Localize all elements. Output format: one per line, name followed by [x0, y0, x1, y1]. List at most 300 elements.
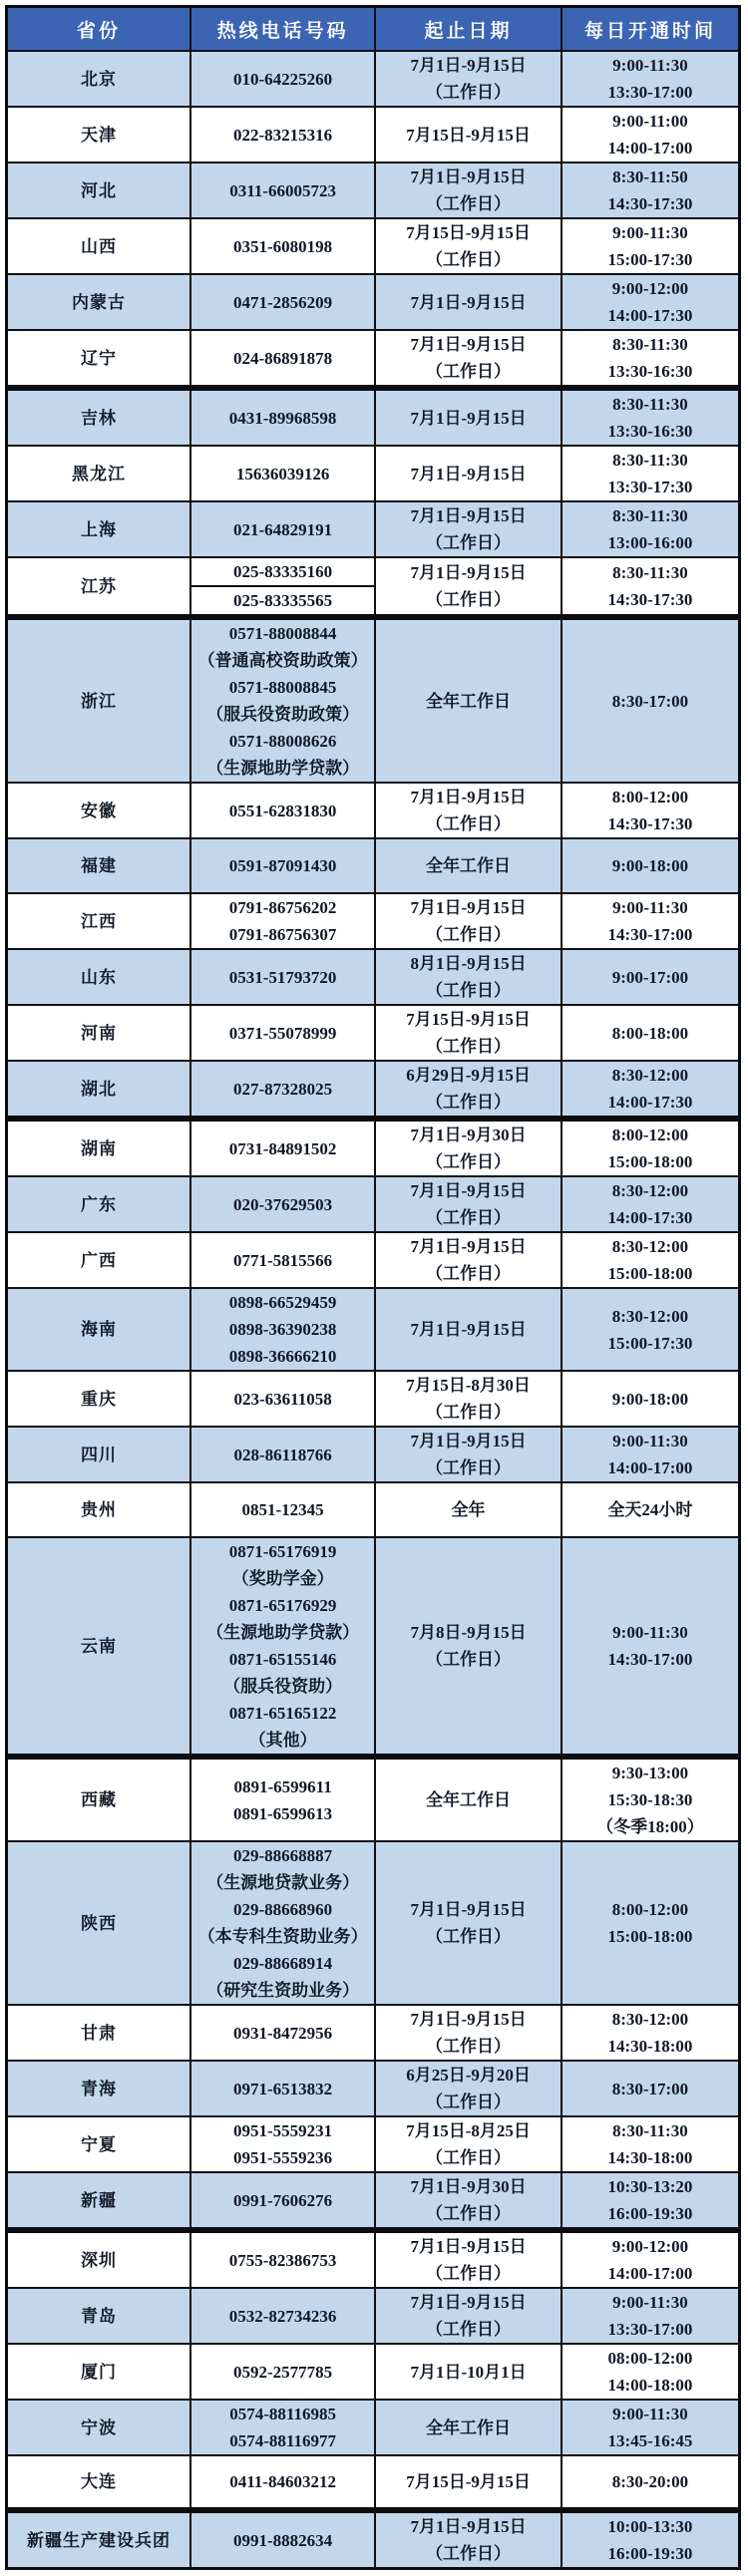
date-cell — [375, 838, 561, 893]
header-row — [7, 7, 740, 52]
province-name: 四川 — [80, 1445, 117, 1464]
date-cell — [375, 1482, 561, 1537]
table-row — [7, 1537, 740, 1757]
province-name: 浙江 — [80, 691, 117, 711]
table-header — [7, 7, 740, 52]
phone-cell — [190, 1005, 375, 1061]
time-line: 14:00-17:00 — [607, 1458, 693, 1477]
time-line: 14:00-17:30 — [607, 1208, 693, 1227]
table-row — [7, 446, 740, 501]
date-line: （工作日） — [426, 2544, 512, 2563]
province-cell — [7, 2061, 190, 2116]
phone-label: （服兵役资助） — [223, 1677, 343, 1696]
date-line: （工作日） — [426, 2204, 512, 2223]
phone-cell — [190, 617, 375, 783]
table-row — [7, 893, 740, 949]
date-cell — [375, 2455, 561, 2510]
phone-cell — [190, 388, 375, 446]
time-cell — [561, 557, 740, 617]
phone-cell — [190, 2116, 375, 2172]
phone-cell — [190, 107, 375, 162]
province-cell — [7, 446, 190, 501]
phone-number: 010-64225260 — [233, 69, 333, 89]
phone-number: 0871-65176929 — [228, 1596, 337, 1615]
date-cell — [375, 1841, 561, 2005]
province-cell — [7, 1537, 190, 1757]
province-cell — [7, 893, 190, 949]
time-cell — [561, 1841, 740, 2005]
phone-number: 021-64829191 — [233, 519, 333, 539]
table-row — [7, 557, 740, 617]
date-cell — [375, 501, 561, 557]
date-cell — [375, 2288, 561, 2344]
date-cell — [375, 1176, 561, 1232]
phone-number: 0571-88008626 — [228, 732, 337, 751]
table-row — [7, 218, 740, 274]
province-cell — [7, 2510, 190, 2569]
time-cell — [561, 2288, 740, 2344]
time-line: 8:30-20:00 — [611, 2472, 689, 2491]
date-cell — [375, 1119, 561, 1176]
table-row — [7, 1371, 740, 1427]
phone-number: 020-37629503 — [233, 1194, 333, 1214]
table-row — [7, 1061, 740, 1119]
table-row — [7, 1005, 740, 1061]
table-row — [7, 2344, 740, 2400]
time-cell — [561, 446, 740, 501]
time-line: 9:00-11:30 — [612, 1432, 688, 1450]
time-cell — [561, 1427, 740, 1482]
time-cell — [561, 2172, 740, 2230]
province-cell — [7, 2005, 190, 2061]
time-line: 15:00-18:00 — [607, 1927, 693, 1946]
hotline-table — [5, 5, 741, 2570]
date-line: 7月15日-9月15日 — [406, 125, 531, 145]
date-line: 7月1日-9月15日 — [410, 56, 527, 75]
date-line: 7月1日-9月15日 — [410, 2010, 527, 2029]
time-line: 14:00-17:00 — [607, 2264, 693, 2283]
col-header-phone: 热线电话号码 — [190, 7, 375, 52]
date-cell — [375, 557, 561, 617]
time-line: 13:30-17:30 — [607, 478, 693, 496]
table-row — [7, 2005, 740, 2061]
province-cell — [7, 1061, 190, 1119]
province-cell — [7, 949, 190, 1005]
date-cell — [375, 107, 561, 162]
time-line: 10:30-13:20 — [607, 2177, 693, 2196]
time-cell — [561, 51, 740, 107]
table-row — [7, 388, 740, 446]
phone-number: 0851-12345 — [241, 1500, 324, 1519]
time-cell — [561, 1288, 740, 1371]
date-line: （工作日） — [426, 590, 512, 609]
date-line: （工作日） — [426, 250, 512, 269]
date-line: 7月1日-9月15日 — [410, 2517, 527, 2536]
date-cell — [375, 1427, 561, 1482]
phone-number: 025-83335160 — [233, 562, 333, 581]
phone-number: 0871-65155146 — [228, 1650, 337, 1669]
table-row — [7, 2230, 740, 2288]
time-cell — [561, 2005, 740, 2061]
time-cell — [561, 107, 740, 162]
phone-number: 0592-2577785 — [233, 2362, 333, 2382]
phone-number: 027-87328025 — [233, 1079, 333, 1099]
phone-cell — [190, 783, 375, 838]
time-line: 13:45-16:45 — [607, 2431, 693, 2450]
phone-cell — [190, 2172, 375, 2230]
phone-cell — [190, 501, 375, 557]
date-line: （工作日） — [426, 814, 512, 833]
date-line: 6月29日-9月15日 — [406, 1066, 531, 1085]
phone-number: 0411-84603212 — [229, 2472, 336, 2491]
time-cell — [561, 2455, 740, 2510]
date-line: 全年工作日 — [426, 691, 512, 711]
phone-label: （其他） — [248, 1731, 317, 1750]
time-cell — [561, 1176, 740, 1232]
date-cell — [375, 51, 561, 107]
time-cell — [561, 162, 740, 218]
hotline-table-wrap — [5, 5, 741, 2570]
phone-cell — [190, 2005, 375, 2061]
time-cell — [561, 617, 740, 783]
phone-label: （普通高校资助政策） — [197, 651, 368, 670]
time-cell — [561, 2061, 740, 2116]
time-line: 8:00-12:00 — [611, 1900, 689, 1919]
time-cell — [561, 2510, 740, 2569]
province-cell — [7, 1371, 190, 1427]
phone-number: 0791-86756307 — [228, 925, 337, 944]
province-cell — [7, 388, 190, 446]
date-line: （工作日） — [426, 533, 512, 552]
province-name: 广西 — [80, 1250, 117, 1270]
time-line: 8:30-11:30 — [612, 2121, 688, 2140]
phone-cell — [190, 2344, 375, 2400]
phone-subrow — [191, 558, 374, 587]
phone-label: （本专科生资助业务） — [197, 1927, 368, 1946]
phone-number: 0951-5559236 — [233, 2148, 333, 2167]
time-line: 9:00-11:30 — [612, 223, 688, 242]
date-cell — [375, 2230, 561, 2288]
time-line: 14:30-18:00 — [607, 2037, 693, 2056]
province-cell — [7, 2288, 190, 2344]
time-cell — [561, 949, 740, 1005]
time-line: 9:30-13:00 — [611, 1764, 689, 1782]
phone-number: 0891-6599613 — [233, 1803, 333, 1823]
time-line: 9:00-11:00 — [612, 112, 688, 131]
date-cell — [375, 218, 561, 274]
date-line: 6月25日-9月20日 — [406, 2066, 531, 2085]
phone-label: （研究生资助业务） — [206, 1981, 360, 2000]
province-cell — [7, 1176, 190, 1232]
phone-number: 0951-5559231 — [233, 2121, 333, 2140]
time-cell — [561, 1482, 740, 1537]
time-cell — [561, 1537, 740, 1757]
province-name: 北京 — [80, 69, 117, 89]
phone-cell — [190, 949, 375, 1005]
time-cell — [561, 2116, 740, 2172]
province-cell — [7, 1288, 190, 1371]
phone-cell — [190, 1061, 375, 1119]
date-cell — [375, 1537, 561, 1757]
table-row — [7, 162, 740, 218]
time-cell — [561, 274, 740, 330]
date-line: 7月1日-9月15日 — [410, 167, 527, 186]
time-line: 8:30-12:00 — [611, 2010, 689, 2029]
time-cell — [561, 783, 740, 838]
phone-number: 028-86118766 — [233, 1445, 332, 1464]
table-row — [7, 2172, 740, 2230]
phone-label: （生源地助学贷款） — [206, 759, 360, 778]
phone-number: 022-83215316 — [233, 125, 333, 145]
phone-label: （奖助学金） — [231, 1569, 334, 1588]
date-line: （工作日） — [426, 1093, 512, 1112]
date-line: 7月1日-9月15日 — [410, 292, 527, 312]
phone-number: 0871-65165122 — [228, 1704, 337, 1723]
date-line: （工作日） — [426, 1264, 512, 1283]
date-line: 7月1日-9月30日 — [410, 1126, 527, 1144]
phone-number: 0731-84891502 — [228, 1138, 337, 1158]
phone-number: 0991-7606276 — [233, 2190, 333, 2210]
date-line: 全年 — [451, 1500, 486, 1519]
phone-cell — [190, 1482, 375, 1537]
date-cell — [375, 2005, 561, 2061]
phone-cell — [190, 1757, 375, 1841]
time-line: 8:30-12:00 — [611, 1181, 689, 1200]
province-cell — [7, 2344, 190, 2400]
time-line: 16:00-19:30 — [607, 2204, 693, 2223]
table-row — [7, 2288, 740, 2344]
time-line: 08:00-12:00 — [607, 2349, 693, 2368]
phone-subrow — [191, 587, 374, 614]
time-line: 14:30-17:00 — [607, 1650, 693, 1669]
province-name: 宁波 — [80, 2417, 117, 2437]
province-name: 广东 — [80, 1194, 117, 1214]
province-name: 青岛 — [80, 2306, 117, 2326]
phone-cell — [190, 2288, 375, 2344]
time-cell — [561, 1757, 740, 1841]
phone-number: 029-88668914 — [233, 1954, 333, 1973]
time-line: 15:00-18:00 — [607, 1264, 693, 1283]
date-cell — [375, 1005, 561, 1061]
phone-cell — [190, 838, 375, 893]
table-row — [7, 1119, 740, 1176]
date-line: 7月1日-9月15日 — [410, 408, 527, 428]
date-line: 7月1日-9月15日 — [410, 563, 527, 582]
table-body — [7, 51, 740, 2569]
table-row — [7, 617, 740, 783]
province-cell — [7, 2400, 190, 2455]
province-cell — [7, 1119, 190, 1176]
time-cell — [561, 2230, 740, 2288]
time-line: 9:00-11:30 — [612, 1623, 688, 1642]
date-line: 7月1日-9月30日 — [410, 2177, 527, 2196]
time-line: 8:30-12:00 — [611, 1066, 689, 1085]
table-row — [7, 1176, 740, 1232]
province-cell — [7, 162, 190, 218]
time-line: 13:00-16:00 — [607, 533, 693, 552]
province-name: 吉林 — [80, 408, 117, 428]
phone-number: 0755-82386753 — [228, 2250, 337, 2270]
time-cell — [561, 1119, 740, 1176]
table-row — [7, 2400, 740, 2455]
province-name: 福建 — [80, 856, 117, 875]
phone-number: 029-88668887 — [233, 1846, 333, 1865]
province-cell — [7, 1841, 190, 2005]
phone-label: （生源地贷款业务） — [206, 1873, 360, 1892]
table-row — [7, 107, 740, 162]
time-line: 8:30-12:00 — [611, 1237, 689, 1256]
phone-label: （服兵役资助政策） — [206, 705, 360, 724]
date-line: 全年工作日 — [426, 1790, 512, 1809]
phone-number: 0971-6513832 — [233, 2079, 333, 2098]
time-line: 14:00-17:00 — [607, 139, 693, 158]
province-name: 宁夏 — [80, 2134, 117, 2154]
time-line: 14:00-18:00 — [607, 2376, 693, 2395]
time-line: 14:30-17:30 — [607, 590, 693, 609]
time-line: 13:30-17:00 — [607, 83, 693, 102]
phone-number: 0791-86756202 — [228, 898, 337, 917]
date-line: （工作日） — [426, 2264, 512, 2283]
date-line: （工作日） — [426, 1208, 512, 1227]
date-line: 7月1日-9月15日 — [410, 2237, 527, 2256]
phone-cell — [190, 2455, 375, 2510]
time-line: 14:30-18:00 — [607, 2148, 693, 2167]
time-line: 8:30-11:30 — [612, 563, 688, 582]
phone-number: 0311-66005723 — [229, 180, 336, 200]
date-line: （工作日） — [426, 194, 512, 213]
phone-cell — [190, 2510, 375, 2569]
province-name: 黑龙江 — [71, 464, 126, 483]
date-line: （工作日） — [426, 1403, 512, 1422]
time-cell — [561, 1005, 740, 1061]
province-cell — [7, 274, 190, 330]
date-line: 7月1日-10月1日 — [410, 2362, 527, 2382]
phone-cell — [190, 1841, 375, 2005]
time-line: 9:00-12:00 — [611, 2237, 689, 2256]
date-line: 7月1日-9月15日 — [410, 335, 527, 354]
time-line: 8:30-17:00 — [611, 691, 689, 711]
phone-number: 15636039126 — [235, 464, 330, 483]
time-line: 14:30-17:00 — [607, 925, 693, 944]
phone-cell — [190, 274, 375, 330]
province-cell — [7, 501, 190, 557]
date-line: （工作日） — [426, 1458, 512, 1477]
province-cell — [7, 557, 190, 617]
time-line: 8:30-11:30 — [612, 451, 688, 470]
phone-number: 0898-66529459 — [228, 1293, 337, 1312]
table-row — [7, 838, 740, 893]
time-line: 15:30-18:30 — [607, 1790, 693, 1809]
phone-number: 0351-6080198 — [233, 236, 333, 256]
province-cell — [7, 2172, 190, 2230]
province-name: 深圳 — [80, 2250, 117, 2270]
date-cell — [375, 949, 561, 1005]
time-cell — [561, 218, 740, 274]
time-line: （冬季18:00） — [596, 1817, 704, 1836]
table-row — [7, 1757, 740, 1841]
time-line: 9:00-11:30 — [612, 2293, 688, 2312]
province-name: 新疆 — [80, 2190, 117, 2210]
time-line: 13:30-16:30 — [607, 422, 693, 441]
time-cell — [561, 1371, 740, 1427]
province-cell — [7, 838, 190, 893]
date-line: 7月15日-8月30日 — [406, 1376, 531, 1395]
phone-number: 0532-82734236 — [228, 2306, 337, 2326]
phone-cell — [190, 1119, 375, 1176]
phone-cell — [190, 1176, 375, 1232]
province-cell — [7, 330, 190, 388]
province-name: 天津 — [80, 125, 117, 145]
province-name: 江西 — [80, 911, 117, 931]
time-line: 14:00-17:30 — [607, 1093, 693, 1112]
date-line: （工作日） — [426, 1152, 512, 1171]
time-line: 9:00-18:00 — [611, 856, 689, 875]
date-line: 7月1日-9月15日 — [410, 1181, 527, 1200]
table-row — [7, 949, 740, 1005]
province-name: 山西 — [80, 236, 117, 256]
time-line: 9:00-17:00 — [611, 967, 689, 987]
phone-cell — [190, 1232, 375, 1288]
phone-cell — [190, 2230, 375, 2288]
date-cell — [375, 274, 561, 330]
table-row — [7, 501, 740, 557]
province-cell — [7, 1232, 190, 1288]
time-line: 10:00-13:30 — [607, 2517, 693, 2536]
table-row — [7, 1482, 740, 1537]
phone-cell — [190, 893, 375, 949]
table-row — [7, 1427, 740, 1482]
table-row — [7, 51, 740, 107]
table-row — [7, 330, 740, 388]
table-row — [7, 2116, 740, 2172]
date-line: 7月1日-9月15日 — [410, 1900, 527, 1919]
date-line: 7月1日-9月15日 — [410, 788, 527, 806]
date-line: 7月15日-9月15日 — [406, 1010, 531, 1029]
phone-number: 024-86891878 — [233, 348, 333, 368]
phone-number: 0371-55078999 — [228, 1023, 337, 1043]
time-line: 8:00-12:00 — [611, 788, 689, 806]
province-cell — [7, 1427, 190, 1482]
province-name: 新疆生产建设兵团 — [26, 2530, 171, 2550]
table-row — [7, 1232, 740, 1288]
date-cell — [375, 2116, 561, 2172]
date-line: （工作日） — [426, 83, 512, 102]
phone-number: 0531-51793720 — [228, 967, 337, 987]
date-cell — [375, 2061, 561, 2116]
time-line: 9:00-11:30 — [612, 56, 688, 75]
phone-cell — [190, 1288, 375, 1371]
time-cell — [561, 1061, 740, 1119]
province-name: 重庆 — [80, 1389, 117, 1409]
date-line: 8月1日-9月15日 — [410, 954, 527, 973]
time-cell — [561, 893, 740, 949]
province-cell — [7, 1005, 190, 1061]
date-line: （工作日） — [426, 1650, 512, 1669]
date-cell — [375, 893, 561, 949]
province-name: 湖南 — [80, 1138, 117, 1158]
table-row — [7, 2061, 740, 2116]
date-line: 全年工作日 — [426, 856, 512, 875]
time-line: 14:00-17:30 — [607, 306, 693, 325]
phone-number: 0574-88116985 — [229, 2405, 336, 2423]
time-line: 8:30-11:30 — [612, 506, 688, 525]
table-row — [7, 1841, 740, 2005]
time-cell — [561, 388, 740, 446]
phone-cell — [190, 218, 375, 274]
date-cell — [375, 2400, 561, 2455]
phone-number: 0431-89968598 — [228, 408, 337, 428]
time-line: 8:30-17:00 — [611, 2079, 689, 2098]
